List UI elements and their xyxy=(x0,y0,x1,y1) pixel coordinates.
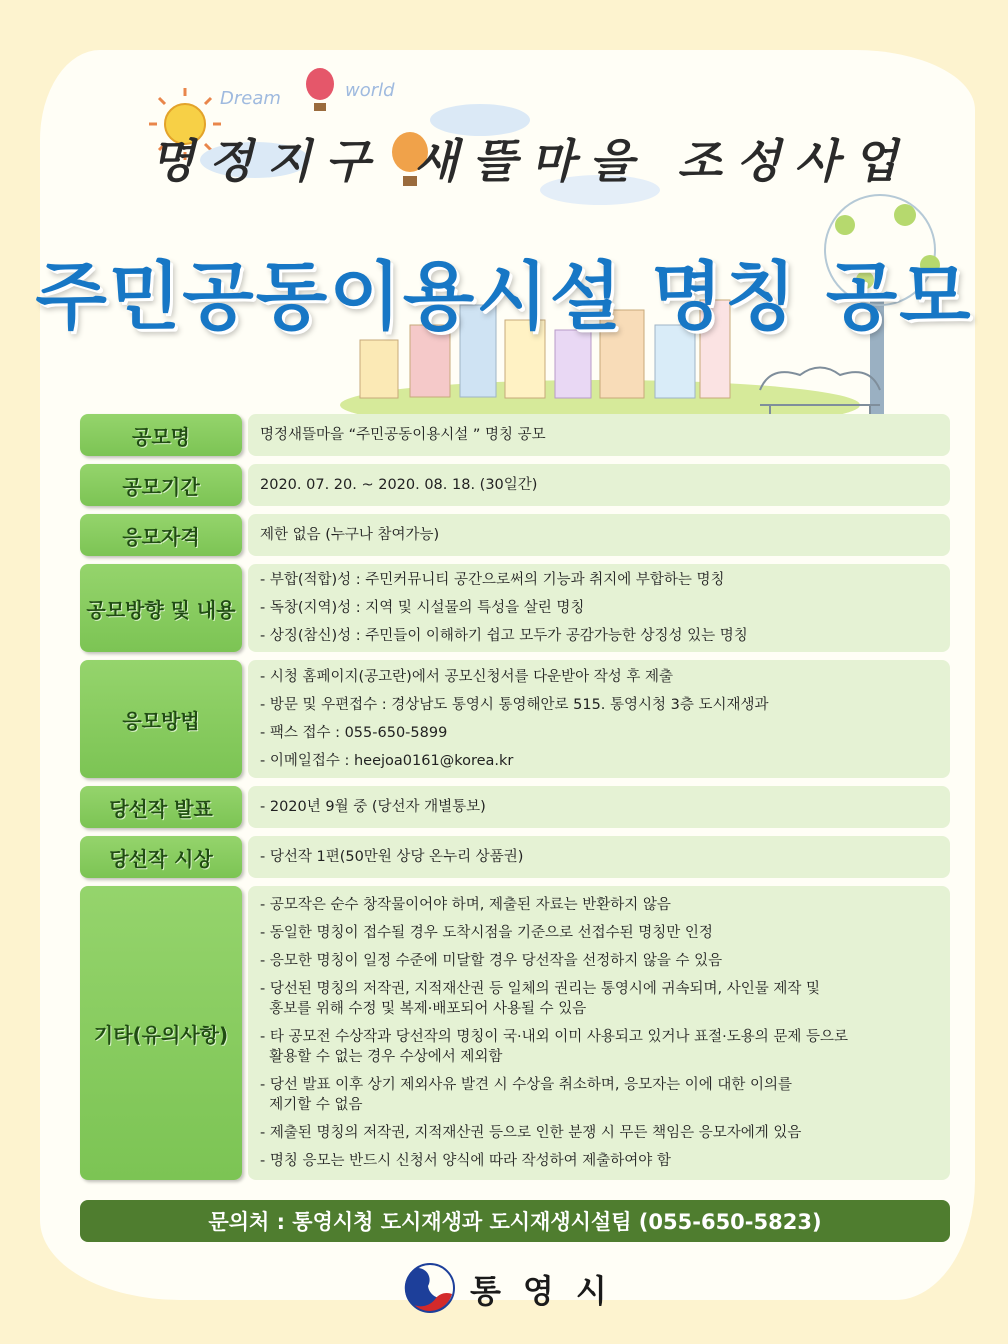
row-content xyxy=(248,836,950,878)
world-text: world xyxy=(345,80,395,101)
content-line: - 팩스 접수 : 055-650-5899 xyxy=(260,725,448,741)
content-line: - 당선 발표 이후 상기 제외사유 발견 시 수상을 취소하며, 응모자는 이에 대한 이의를 제기할 수 없음 xyxy=(260,1077,792,1113)
info-row-contest-name xyxy=(80,414,950,456)
row-content xyxy=(248,514,950,556)
row-content xyxy=(248,464,950,506)
row-label: 응모방법 xyxy=(80,660,242,778)
info-row-notes xyxy=(80,886,950,1180)
content-line: - 타 공모전 수상작과 당선작의 명칭이 국·내외 이미 사용되고 있거나 표절·도용의 문제 등으로 활용할 수 없는 경우 수상에서 제외함 xyxy=(260,1029,849,1065)
content-line: - 당선된 명칭의 저작권, 지적재산권 등 일체의 권리는 통영시에 귀속되며, 사인물 제작 및 홍보를 위해 수정 및 복제·배포되어 사용될 수 있음 xyxy=(260,981,821,1017)
content-line: - 시청 홈페이지(공고란)에서 공모신청서를 다운받아 작성 후 제출 xyxy=(260,669,673,685)
row-label: 기타(유의사항) xyxy=(80,886,242,1180)
row-label: 당선작 발표 xyxy=(80,786,242,828)
content-line: - 독창(지역)성 : 지역 및 시설물의 특성을 살린 명칭 xyxy=(260,600,585,616)
row-label: 공모기간 xyxy=(80,464,242,506)
footer-logo xyxy=(400,1258,629,1314)
info-row-period xyxy=(80,464,950,506)
content-line: - 이메일접수 : heejoa0161@korea.kr xyxy=(260,753,514,769)
info-row-eligibility xyxy=(80,514,950,556)
content-line: - 제출된 명칭의 저작권, 지적재산권 등으로 인한 분쟁 시 무든 책임은 응모자에게 있음 xyxy=(260,1125,802,1141)
balloon-icon xyxy=(306,68,334,111)
content-line: - 명칭 응모는 반드시 신청서 양식에 따라 작성하여 제출하여야 함 xyxy=(260,1153,671,1169)
contact-bar: 문의처 : 통영시청 도시재생과 도시재생시설팀 (055-650-5823) xyxy=(80,1200,950,1242)
main-title: 주민공동이용시설 명칭 공모 xyxy=(35,254,973,340)
content-line: - 부합(적합)성 : 주민커뮤니티 공간으로써의 기능과 취지에 부합하는 명칭 xyxy=(260,572,725,588)
row-content xyxy=(248,660,950,778)
org-name: 통영시 xyxy=(470,1272,629,1310)
row-content xyxy=(248,414,950,456)
row-label: 공모명 xyxy=(80,414,242,456)
info-row-direction xyxy=(80,564,950,652)
content-line: - 상징(참신)성 : 주민들이 이해하기 쉽고 모두가 공감가능한 상징성 있는 명칭 xyxy=(260,628,748,644)
row-label: 응모자격 xyxy=(80,514,242,556)
info-row-method xyxy=(80,660,950,778)
content-line: - 공모작은 순수 창작물이어야 하며, 제출된 자료는 반환하지 않음 xyxy=(260,897,671,913)
content-line: - 2020년 9월 중 (당선자 개별통보) xyxy=(260,799,486,815)
row-label: 당선작 시상 xyxy=(80,836,242,878)
tongyeong-logo-icon xyxy=(400,1258,460,1314)
content-line: - 방문 및 우편접수 : 경상남도 통영시 통영해안로 515. 통영시청 3층 도시재생과 xyxy=(260,697,769,713)
row-content xyxy=(248,786,950,828)
content-line: 제한 없음 (누구나 참여가능) xyxy=(260,527,440,543)
content-line: - 동일한 명칭이 접수될 경우 도착시점을 기준으로 선접수된 명칭만 인정 xyxy=(260,925,713,941)
content-line: - 응모한 명칭이 일정 수준에 미달할 경우 당선작을 선정하지 않을 수 있음 xyxy=(260,953,723,969)
row-content xyxy=(248,564,950,652)
info-row-announcement xyxy=(80,786,950,828)
project-title: 명정지구 새뜰마을 조성사업 xyxy=(150,134,912,188)
content-line: - 당선작 1편(50만원 상당 온누리 상품권) xyxy=(260,849,524,865)
row-label: 공모방향 및 내용 xyxy=(80,564,242,652)
info-row-award xyxy=(80,836,950,878)
dream-text: Dream xyxy=(220,88,281,109)
row-content xyxy=(248,886,950,1180)
content-line: 2020. 07. 20. ~ 2020. 08. 18. (30일간) xyxy=(260,477,538,493)
content-line: 명정새뜰마을 “주민공동이용시설 ” 명칭 공모 xyxy=(260,427,546,443)
